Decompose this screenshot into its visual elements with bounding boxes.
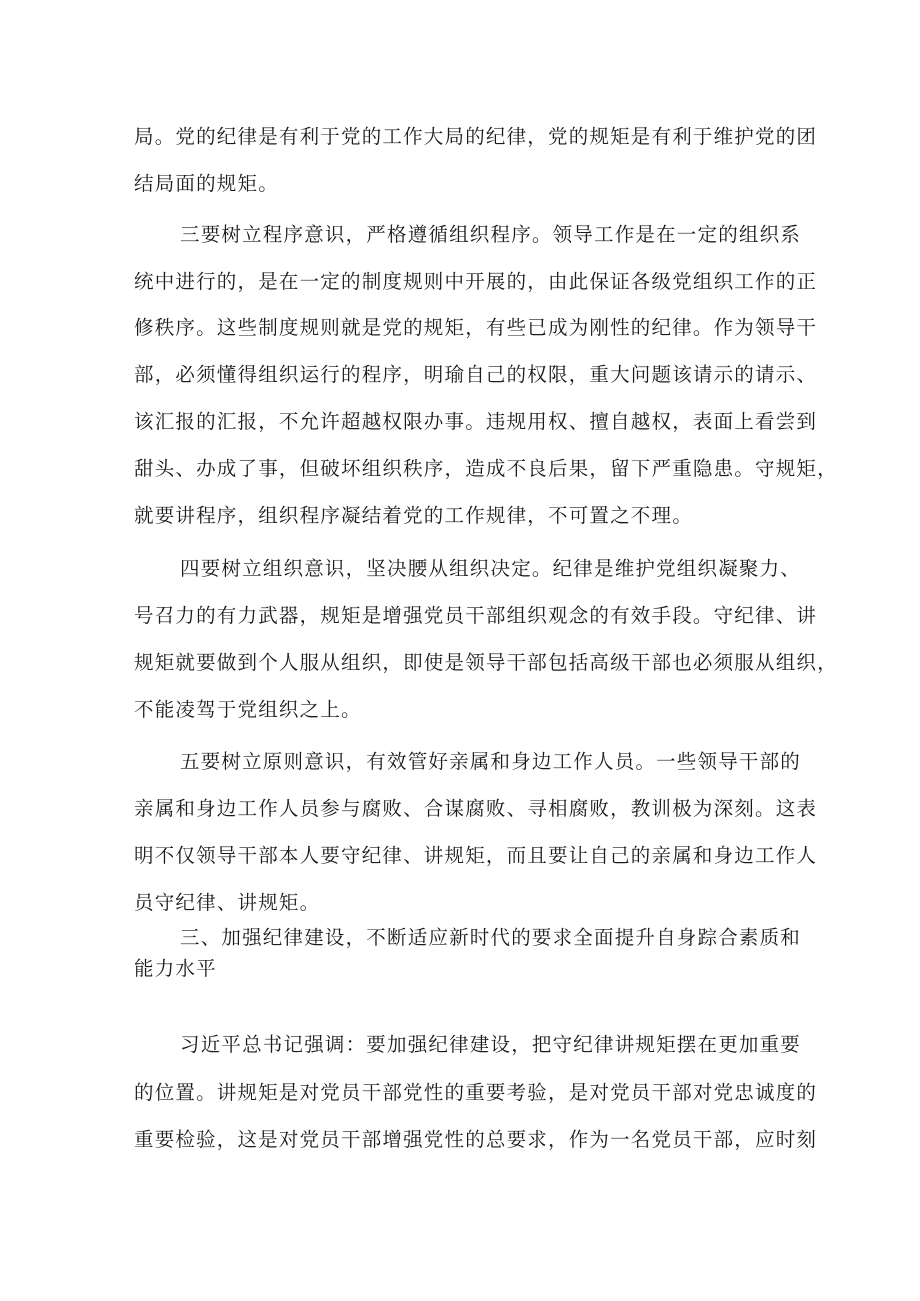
- text-line: 的位置。讲规矩是对党员干部党性的重要考验，是对党员干部对党忠诚度的: [134, 1081, 818, 1104]
- heading-line: 能力水平: [134, 957, 217, 980]
- text-line: 该汇报的汇报，不允许超越权限办事。违规用权、擅自越权，表面上看尝到: [134, 410, 818, 433]
- text-line: 部，必须懂得组织运行的程序，明瑜自己的权限，重大问题该请示的请示、: [134, 363, 818, 386]
- text-line: 三要树立程序意识，严格遵循组织程序。领导工作是在一定的组织系: [180, 223, 802, 246]
- text-line: 修秩序。这些制度规则就是党的规矩，有些已成为刚性的纪律。作为领导干: [134, 316, 818, 339]
- text-line: 四要树立组织意识，坚决腰从组织决定。纪律是维护党组织凝聚力、: [180, 557, 802, 580]
- text-line: 习近平总书记强调：要加强纪律建设，把守纪律讲规矩摆在更加重要: [180, 1033, 802, 1056]
- text-line: 重要检验，这是对党员干部增强党性的总要求，作为一名党员干部，应时刻: [134, 1128, 818, 1151]
- text-line: 就要讲程序，组织程序凝结着党的工作规律，不可置之不理。: [134, 504, 693, 527]
- text-line: 甜头、办成了事，但破坏组织秩序，造成不良后果，留下严重隐患。守规矩，: [134, 457, 838, 480]
- text-line: 局。党的纪律是有利于党的工作大局的纪律，党的规矩是有利于维护党的团: [134, 125, 818, 148]
- text-line: 不能凌驾于党组织之上。: [134, 698, 362, 721]
- text-line: 规矩就要做到个人服从组织，即使是领导干部包括高级干部也必须服从组织，: [134, 651, 838, 674]
- text-line: 员守纪律、讲规矩。: [134, 891, 321, 914]
- heading-line: 三、加强纪律建设，不断适应新时代的要求全面提升自身踪合素质和: [180, 926, 802, 949]
- text-line: 结局面的规矩。: [134, 172, 279, 195]
- text-line: 号召力的有力武器，规矩是增强党员干部组织观念的有效手段。守纪律、讲: [134, 604, 818, 627]
- text-line: 亲属和身边工作人员参与腐败、合谋腐败、寻相腐败，教训极为深刻。这表: [134, 797, 818, 820]
- text-line: 五要树立原则意识，有效管好亲属和身边工作人员。一些领导干部的: [180, 750, 802, 773]
- text-line: 统中进行的，是在一定的制度规则中开展的，由此保证各级党组织工作的正: [134, 270, 818, 293]
- text-line: 明不仅领导干部本人要守纪律、讲规矩，而且要让自己的亲属和身边工作人: [134, 844, 818, 867]
